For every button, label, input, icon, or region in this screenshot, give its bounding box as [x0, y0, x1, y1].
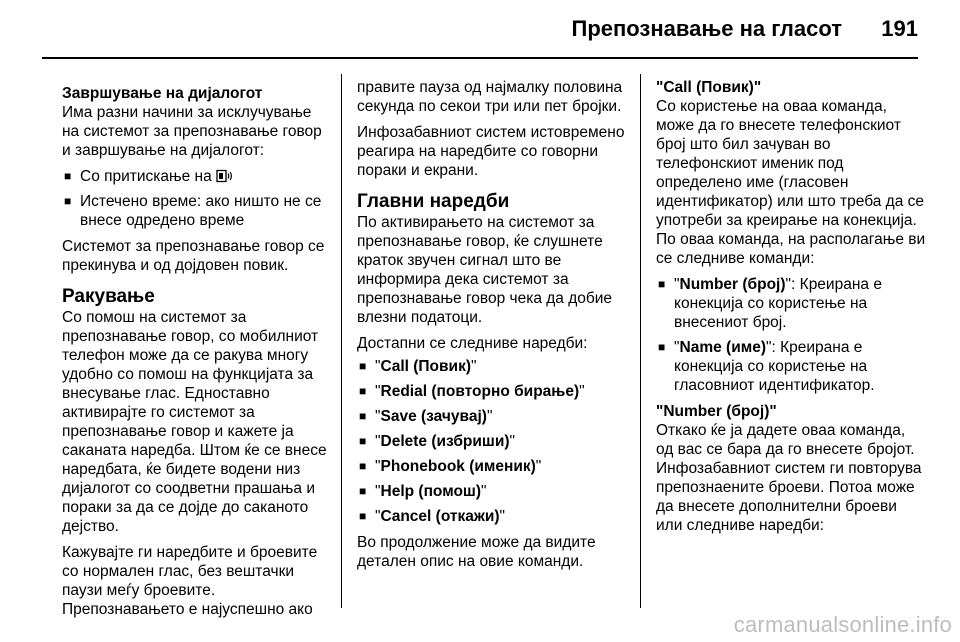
page-header-title: Препознавање на гласот — [571, 16, 842, 41]
call-heading: "Call (Повик)" — [656, 79, 762, 96]
ending-intro: Има разни начини за исклучување на системот за препознавање говор и завршување на дијалогот: — [62, 104, 322, 159]
column-rule-2 — [640, 74, 641, 608]
bullet-icon: ■ — [359, 484, 367, 498]
call-description: Со користење на оваа команда, може да го внесете телефонскиот број што бил зачуван во телефонскиот именик под определено име (гласовен идентификатор) или што треба да се употреби за креирање на конекција. По оваа команда, на располагање ви се следниве команди: — [656, 98, 926, 267]
ending-note: Системот за препознавање говор се прекинува и од дојдовен повик. — [62, 238, 325, 274]
infotainment-paragraph: Инфозабавниот систем истовремено реагира на наредбите со говорни пораки и екрани. — [357, 124, 625, 179]
call-options-list — [656, 275, 926, 395]
ending-item1-text: Со притискање на — [80, 168, 212, 185]
voice-speaker-icon — [216, 169, 234, 183]
main-commands-heading: Главни наредби — [357, 191, 510, 212]
commands-outro: Во продолжение може да видите детален опис на овие команди. — [357, 534, 596, 570]
bullet-icon: ■ — [359, 509, 367, 523]
racuvanje-paragraph-2: Кажувајте ги наредбите и броевите со нормален глас, без вештачки паузи меѓу броевите. Препознавањето е најуспешно ако — [62, 544, 318, 618]
bullet-icon: ■ — [359, 459, 367, 473]
bullet-icon: ■ — [658, 277, 666, 291]
command-item: ■ "Phonebook (именик)" — [359, 458, 542, 475]
number-description: Откако ќе ја дадете оваа команда, од вас се бара да го внесете бројот. Инфозабавниот систем ги повторува препознаените броеви. Потоа може да внесете дополнителни броеви или следниве наредби: — [656, 422, 922, 534]
number-heading: "Number (број)" — [656, 403, 777, 420]
ending-heading: Завршување на дијалогот — [62, 85, 263, 102]
header-rule — [42, 57, 918, 59]
bullet-icon: ■ — [359, 359, 367, 373]
bullet-icon: ■ — [359, 409, 367, 423]
racuvanje-heading: Ракување — [62, 286, 155, 307]
column-2 — [357, 78, 629, 571]
column-1 — [62, 84, 328, 619]
command-item: ■ "Save (зачувај)" — [359, 408, 493, 425]
bullet-icon: ■ — [64, 169, 72, 183]
bullet-icon: ■ — [359, 434, 367, 448]
list-item: ■ "Number (број)": Креирана е конекција со користење на внесениот број. — [658, 276, 882, 331]
command-item: ■ "Help (помош)" — [359, 483, 487, 500]
list-item — [62, 192, 328, 230]
continued-paragraph: правите пауза од најмалку половина секунда по секои три или пет бројки. — [357, 79, 623, 115]
ending-item2: Истечено време: ако ништо не се внесе одредено време — [80, 193, 322, 229]
page-number: 191 — [881, 16, 918, 41]
command-item: ■ "Cancel (откажи)" — [359, 508, 506, 525]
column-3 — [656, 78, 926, 535]
list-item — [62, 167, 328, 186]
bullet-icon: ■ — [658, 340, 666, 354]
racuvanje-paragraph-1: Со помош на системот за препознавање говор, со мобилниот телефон може да се ракува многу удобно со помош на функцијата за внесување глас. Едноставно активирајте го системот за препознавање говор и кажете ја саканата наредба. Штом ќе се внесе наредбата, ќе бидете водени низ дијалогот со соодветни прашања и пораки за да се дојде до саканото дејство. — [62, 309, 327, 535]
bullet-icon: ■ — [64, 194, 72, 208]
commands-list — [357, 357, 629, 526]
main-commands-intro: По активирањето на системот за препознавање говор, ќе слушнете краток звучен сигнал што ве информира дека системот за препознавање говор чека да добие влезни податоци. — [357, 214, 613, 326]
list-item: ■ "Name (име)": Креирана е конекција со користење на гласовниот идентификатор. — [658, 339, 875, 394]
available-commands-label: Достапни се следниве наредби: — [357, 335, 588, 352]
watermark: carmanualsonline.info — [733, 612, 952, 637]
command-item: ■ "Call (Повик)" — [359, 358, 477, 375]
column-rule-1 — [341, 74, 342, 608]
command-item: ■ "Redial (повторно бирање)" — [359, 383, 585, 400]
ending-list — [62, 167, 328, 230]
bullet-icon: ■ — [359, 384, 367, 398]
command-item: ■ "Delete (избриши)" — [359, 433, 516, 450]
